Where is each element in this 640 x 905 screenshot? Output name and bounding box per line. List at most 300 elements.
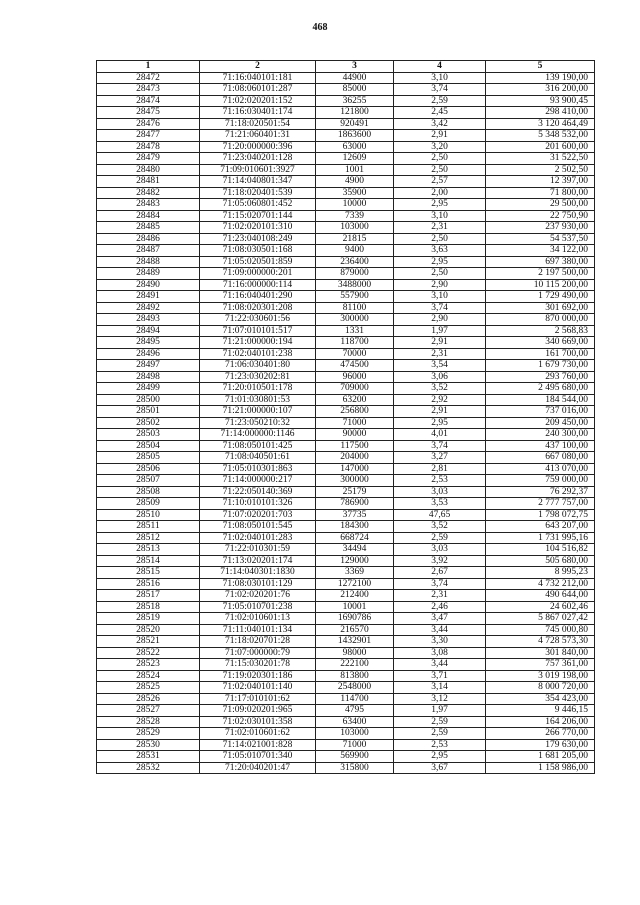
row-number-cell: 28511: [97, 521, 200, 533]
cadastral-number-cell: 71:14:040301:1830: [200, 567, 316, 579]
area-cell: 1863600: [316, 130, 394, 142]
table-row: [97, 463, 595, 475]
cadastral-number-cell: 71:05:060801:452: [200, 199, 316, 211]
row-number-cell: 28514: [97, 555, 200, 567]
cadastral-number-cell: 71:02:020201:76: [200, 590, 316, 602]
value-cell: 1 731 995,16: [486, 532, 595, 544]
rate-cell: 2,59: [394, 728, 486, 740]
value-cell: 8 995,23: [486, 567, 595, 579]
rate-cell: 2,50: [394, 153, 486, 165]
cadastral-number-cell: 71:23:050210:32: [200, 417, 316, 429]
table-row: [97, 95, 595, 107]
table-row: [97, 636, 595, 648]
cadastral-number-cell: 71:14:000000:1146: [200, 429, 316, 441]
value-cell: 266 770,00: [486, 728, 595, 740]
cadastral-number-cell: 71:08:050101:545: [200, 521, 316, 533]
table-row: [97, 187, 595, 199]
rate-cell: 2,95: [394, 256, 486, 268]
table-row: [97, 509, 595, 521]
cadastral-number-cell: 71:23:030202:81: [200, 371, 316, 383]
area-cell: 1001: [316, 164, 394, 176]
value-cell: 76 292,37: [486, 486, 595, 498]
rate-cell: 3,92: [394, 555, 486, 567]
row-number-cell: 28497: [97, 360, 200, 372]
row-number-cell: 28520: [97, 624, 200, 636]
value-cell: 93 900,45: [486, 95, 595, 107]
value-cell: 237 930,00: [486, 222, 595, 234]
area-cell: 98000: [316, 647, 394, 659]
cadastral-number-cell: 71:14:040801:347: [200, 176, 316, 188]
area-cell: 21815: [316, 233, 394, 245]
table-row: [97, 279, 595, 291]
area-cell: 184300: [316, 521, 394, 533]
cadastral-number-cell: 71:07:010101:517: [200, 325, 316, 337]
value-cell: 340 669,00: [486, 337, 595, 349]
area-cell: 63400: [316, 716, 394, 728]
area-cell: 147000: [316, 463, 394, 475]
cadastral-number-cell: 71:02:040101:140: [200, 682, 316, 694]
table-row: [97, 199, 595, 211]
value-cell: 413 070,00: [486, 463, 595, 475]
cadastral-number-cell: 71:13:020201:174: [200, 555, 316, 567]
table-row: [97, 176, 595, 188]
value-cell: 298 410,00: [486, 107, 595, 119]
row-number-cell: 28515: [97, 567, 200, 579]
cadastral-number-cell: 71:18:020401:539: [200, 187, 316, 199]
row-number-cell: 28518: [97, 601, 200, 613]
cadastral-number-cell: 71:02:040101:283: [200, 532, 316, 544]
value-cell: 745 000,80: [486, 624, 595, 636]
row-number-cell: 28522: [97, 647, 200, 659]
rate-cell: 2,31: [394, 348, 486, 360]
area-cell: 10000: [316, 199, 394, 211]
row-number-cell: 28483: [97, 199, 200, 211]
value-cell: 71 800,00: [486, 187, 595, 199]
column-header-1: 1: [97, 61, 200, 73]
value-cell: 31 522,50: [486, 153, 595, 165]
cadastral-number-cell: 71:08:050101:425: [200, 440, 316, 452]
rate-cell: 3,74: [394, 302, 486, 314]
area-cell: 1690786: [316, 613, 394, 625]
table-row: [97, 222, 595, 234]
row-number-cell: 28510: [97, 509, 200, 521]
value-cell: 139 190,00: [486, 72, 595, 84]
cadastral-number-cell: 71:14:000000:217: [200, 475, 316, 487]
page-number: 468: [312, 22, 328, 33]
value-cell: 104 516,82: [486, 544, 595, 556]
rate-cell: 3,10: [394, 210, 486, 222]
table-row: [97, 314, 595, 326]
row-number-cell: 28493: [97, 314, 200, 326]
area-cell: 786900: [316, 498, 394, 510]
rate-cell: 2,46: [394, 601, 486, 613]
cadastral-number-cell: 71:02:010601:13: [200, 613, 316, 625]
row-number-cell: 28532: [97, 762, 200, 774]
rate-cell: 3,06: [394, 371, 486, 383]
row-number-cell: 28508: [97, 486, 200, 498]
row-number-cell: 28528: [97, 716, 200, 728]
cadastral-number-cell: 71:16:040401:290: [200, 291, 316, 303]
table-row: [97, 567, 595, 579]
area-cell: 3488000: [316, 279, 394, 291]
column-header-3: 3: [316, 61, 394, 73]
cadastral-value-table: [96, 60, 595, 774]
rate-cell: 3,54: [394, 360, 486, 372]
row-number-cell: 28490: [97, 279, 200, 291]
table-row: [97, 256, 595, 268]
rate-cell: 3,10: [394, 291, 486, 303]
value-cell: 34 122,00: [486, 245, 595, 257]
rate-cell: 2,50: [394, 233, 486, 245]
rate-cell: 3,74: [394, 578, 486, 590]
value-cell: 2 495 680,00: [486, 383, 595, 395]
table-row: [97, 682, 595, 694]
value-cell: 490 644,00: [486, 590, 595, 602]
rate-cell: 3,42: [394, 118, 486, 130]
value-cell: 293 760,00: [486, 371, 595, 383]
table-row: [97, 532, 595, 544]
area-cell: 117500: [316, 440, 394, 452]
area-cell: 25179: [316, 486, 394, 498]
column-header-4: 4: [394, 61, 486, 73]
area-cell: 90000: [316, 429, 394, 441]
rate-cell: 2,90: [394, 279, 486, 291]
row-number-cell: 28485: [97, 222, 200, 234]
cadastral-number-cell: 71:15:030201:78: [200, 659, 316, 671]
value-cell: 1 679 730,00: [486, 360, 595, 372]
value-cell: 2 568,83: [486, 325, 595, 337]
row-number-cell: 28496: [97, 348, 200, 360]
area-cell: 1272100: [316, 578, 394, 590]
row-number-cell: 28492: [97, 302, 200, 314]
area-cell: 4795: [316, 705, 394, 717]
rate-cell: 1,97: [394, 705, 486, 717]
value-cell: 22 750,90: [486, 210, 595, 222]
cadastral-number-cell: 71:08:040501:61: [200, 452, 316, 464]
rate-cell: 2,53: [394, 739, 486, 751]
value-cell: 54 537,50: [486, 233, 595, 245]
value-cell: 643 207,00: [486, 521, 595, 533]
table-row: [97, 107, 595, 119]
rate-cell: 2,95: [394, 751, 486, 763]
table-row: [97, 762, 595, 774]
cadastral-number-cell: 71:20:000000:396: [200, 141, 316, 153]
table-row: [97, 590, 595, 602]
table-row: [97, 302, 595, 314]
area-cell: 12609: [316, 153, 394, 165]
rate-cell: 3,03: [394, 544, 486, 556]
rate-cell: 2,50: [394, 268, 486, 280]
cadastral-number-cell: 71:06:030401:80: [200, 360, 316, 372]
cadastral-number-cell: 71:09:000000:201: [200, 268, 316, 280]
table-row: [97, 613, 595, 625]
table-row: [97, 348, 595, 360]
cadastral-number-cell: 71:23:040201:128: [200, 153, 316, 165]
row-number-cell: 28531: [97, 751, 200, 763]
rate-cell: 2,91: [394, 337, 486, 349]
rate-cell: 2,92: [394, 394, 486, 406]
value-cell: 29 500,00: [486, 199, 595, 211]
value-cell: 9 446,15: [486, 705, 595, 717]
table-row: [97, 118, 595, 130]
rate-cell: 3,47: [394, 613, 486, 625]
value-cell: 3 120 464,49: [486, 118, 595, 130]
table-row: [97, 337, 595, 349]
table-row: [97, 84, 595, 96]
cadastral-number-cell: 71:02:010601:62: [200, 728, 316, 740]
table-row: [97, 521, 595, 533]
rate-cell: 3,14: [394, 682, 486, 694]
area-cell: 2548000: [316, 682, 394, 694]
table-row: [97, 475, 595, 487]
value-cell: 4 732 212,00: [486, 578, 595, 590]
table-row: [97, 555, 595, 567]
area-cell: 212400: [316, 590, 394, 602]
area-cell: 34494: [316, 544, 394, 556]
rate-cell: 3,12: [394, 693, 486, 705]
table-row: [97, 498, 595, 510]
table-row: [97, 153, 595, 165]
table-row: [97, 647, 595, 659]
area-cell: 103000: [316, 222, 394, 234]
cadastral-number-cell: 71:16:040101:181: [200, 72, 316, 84]
rate-cell: 2,53: [394, 475, 486, 487]
rate-cell: 2,00: [394, 187, 486, 199]
rate-cell: 3,03: [394, 486, 486, 498]
area-cell: 222100: [316, 659, 394, 671]
value-cell: 2 502,50: [486, 164, 595, 176]
table-row: [97, 130, 595, 142]
area-cell: 557900: [316, 291, 394, 303]
area-cell: 85000: [316, 84, 394, 96]
area-cell: 7339: [316, 210, 394, 222]
value-cell: 301 692,00: [486, 302, 595, 314]
area-cell: 668724: [316, 532, 394, 544]
table-row: [97, 659, 595, 671]
rate-cell: 3,44: [394, 659, 486, 671]
table-row: [97, 233, 595, 245]
value-cell: 2 777 757,00: [486, 498, 595, 510]
table-row: [97, 417, 595, 429]
row-number-cell: 28504: [97, 440, 200, 452]
row-number-cell: 28484: [97, 210, 200, 222]
row-number-cell: 28476: [97, 118, 200, 130]
table-row: [97, 716, 595, 728]
cadastral-number-cell: 71:08:030501:168: [200, 245, 316, 257]
row-number-cell: 28479: [97, 153, 200, 165]
row-number-cell: 28482: [97, 187, 200, 199]
table-row: [97, 578, 595, 590]
area-cell: 236400: [316, 256, 394, 268]
area-cell: 70000: [316, 348, 394, 360]
value-cell: 697 380,00: [486, 256, 595, 268]
row-number-cell: 28495: [97, 337, 200, 349]
area-cell: 474500: [316, 360, 394, 372]
cadastral-number-cell: 71:23:040108:249: [200, 233, 316, 245]
rate-cell: 3,71: [394, 670, 486, 682]
cadastral-number-cell: 71:22:030601:56: [200, 314, 316, 326]
value-cell: 8 000 720,00: [486, 682, 595, 694]
rate-cell: 2,31: [394, 222, 486, 234]
cadastral-number-cell: 71:08:060101:287: [200, 84, 316, 96]
area-cell: 920491: [316, 118, 394, 130]
area-cell: 256800: [316, 406, 394, 418]
area-cell: 813800: [316, 670, 394, 682]
rate-cell: 3,08: [394, 647, 486, 659]
row-number-cell: 28486: [97, 233, 200, 245]
cadastral-number-cell: 71:11:040101:134: [200, 624, 316, 636]
area-cell: 879000: [316, 268, 394, 280]
value-cell: 10 115 200,00: [486, 279, 595, 291]
cadastral-number-cell: 71:02:040101:238: [200, 348, 316, 360]
value-cell: 1 681 205,00: [486, 751, 595, 763]
value-cell: 201 600,00: [486, 141, 595, 153]
value-cell: 737 016,00: [486, 406, 595, 418]
cadastral-number-cell: 71:20:040201:47: [200, 762, 316, 774]
row-number-cell: 28498: [97, 371, 200, 383]
value-cell: 12 397,00: [486, 176, 595, 188]
rate-cell: 3,74: [394, 84, 486, 96]
row-number-cell: 28487: [97, 245, 200, 257]
value-cell: 2 197 500,00: [486, 268, 595, 280]
row-number-cell: 28529: [97, 728, 200, 740]
cadastral-number-cell: 71:19:020301:186: [200, 670, 316, 682]
row-number-cell: 28472: [97, 72, 200, 84]
area-cell: 10001: [316, 601, 394, 613]
area-cell: 118700: [316, 337, 394, 349]
cadastral-number-cell: 71:09:020201:965: [200, 705, 316, 717]
row-number-cell: 28527: [97, 705, 200, 717]
row-number-cell: 28513: [97, 544, 200, 556]
value-cell: 184 544,00: [486, 394, 595, 406]
row-number-cell: 28523: [97, 659, 200, 671]
table-row: [97, 164, 595, 176]
rate-cell: 3,27: [394, 452, 486, 464]
rate-cell: 2,67: [394, 567, 486, 579]
rate-cell: 3,74: [394, 440, 486, 452]
row-number-cell: 28478: [97, 141, 200, 153]
value-cell: 209 450,00: [486, 417, 595, 429]
area-cell: 37735: [316, 509, 394, 521]
table-row: [97, 394, 595, 406]
table-row: [97, 291, 595, 303]
value-cell: 437 100,00: [486, 440, 595, 452]
row-number-cell: 28501: [97, 406, 200, 418]
cadastral-number-cell: 71:18:020701:28: [200, 636, 316, 648]
table-row: [97, 210, 595, 222]
row-number-cell: 28507: [97, 475, 200, 487]
value-cell: 870 000,00: [486, 314, 595, 326]
rate-cell: 3,52: [394, 383, 486, 395]
area-cell: 103000: [316, 728, 394, 740]
rate-cell: 1,97: [394, 325, 486, 337]
rate-cell: 3,20: [394, 141, 486, 153]
value-cell: 757 361,00: [486, 659, 595, 671]
cadastral-number-cell: 71:21:060401:31: [200, 130, 316, 142]
rate-cell: 3,52: [394, 521, 486, 533]
rate-cell: 2,50: [394, 164, 486, 176]
area-cell: 35900: [316, 187, 394, 199]
value-cell: 1 798 072,75: [486, 509, 595, 521]
table-row: [97, 371, 595, 383]
area-cell: 4900: [316, 176, 394, 188]
rate-cell: 3,53: [394, 498, 486, 510]
area-cell: 71000: [316, 417, 394, 429]
rate-cell: 2,57: [394, 176, 486, 188]
value-cell: 1 158 986,00: [486, 762, 595, 774]
cadastral-number-cell: 71:01:030801:53: [200, 394, 316, 406]
table-row: [97, 383, 595, 395]
rate-cell: 2,59: [394, 716, 486, 728]
value-cell: 301 840,00: [486, 647, 595, 659]
cadastral-number-cell: 71:15:020701:144: [200, 210, 316, 222]
rate-cell: 4,01: [394, 429, 486, 441]
row-number-cell: 28475: [97, 107, 200, 119]
row-number-cell: 28480: [97, 164, 200, 176]
row-number-cell: 28474: [97, 95, 200, 107]
area-cell: 44900: [316, 72, 394, 84]
cadastral-number-cell: 71:05:010301:863: [200, 463, 316, 475]
row-number-cell: 28494: [97, 325, 200, 337]
area-cell: 96000: [316, 371, 394, 383]
rate-cell: 2,81: [394, 463, 486, 475]
area-cell: 569900: [316, 751, 394, 763]
rate-cell: 3,67: [394, 762, 486, 774]
row-number-cell: 28481: [97, 176, 200, 188]
table-body: [97, 72, 595, 774]
rate-cell: 2,59: [394, 95, 486, 107]
table-row: [97, 544, 595, 556]
value-cell: 667 080,00: [486, 452, 595, 464]
cadastral-number-cell: 71:02:020101:310: [200, 222, 316, 234]
row-number-cell: 28488: [97, 256, 200, 268]
cadastral-number-cell: 71:20:010501:178: [200, 383, 316, 395]
table-row: [97, 72, 595, 84]
row-number-cell: 28477: [97, 130, 200, 142]
rate-cell: 2,91: [394, 130, 486, 142]
area-cell: 300000: [316, 475, 394, 487]
row-number-cell: 28516: [97, 578, 200, 590]
rate-cell: 3,44: [394, 624, 486, 636]
table-header-row: [97, 61, 595, 73]
table-row: [97, 325, 595, 337]
row-number-cell: 28505: [97, 452, 200, 464]
value-cell: 3 019 198,00: [486, 670, 595, 682]
cadastral-number-cell: 71:16:030401:174: [200, 107, 316, 119]
table-row: [97, 739, 595, 751]
table-row: [97, 141, 595, 153]
area-cell: 3369: [316, 567, 394, 579]
cadastral-number-cell: 71:02:030101:358: [200, 716, 316, 728]
row-number-cell: 28517: [97, 590, 200, 602]
area-cell: 81100: [316, 302, 394, 314]
row-number-cell: 28512: [97, 532, 200, 544]
rate-cell: 2,59: [394, 532, 486, 544]
table-row: [97, 452, 595, 464]
table-row: [97, 245, 595, 257]
rate-cell: 2,91: [394, 406, 486, 418]
cadastral-number-cell: 71:22:050140:369: [200, 486, 316, 498]
rate-cell: 3,10: [394, 72, 486, 84]
table-row: [97, 751, 595, 763]
cadastral-number-cell: 71:05:010701:340: [200, 751, 316, 763]
table-row: [97, 486, 595, 498]
row-number-cell: 28526: [97, 693, 200, 705]
cadastral-number-cell: 71:14:021001:828: [200, 739, 316, 751]
cadastral-number-cell: 71:09:010601:3927: [200, 164, 316, 176]
area-cell: 204000: [316, 452, 394, 464]
cadastral-number-cell: 71:08:030101:129: [200, 578, 316, 590]
